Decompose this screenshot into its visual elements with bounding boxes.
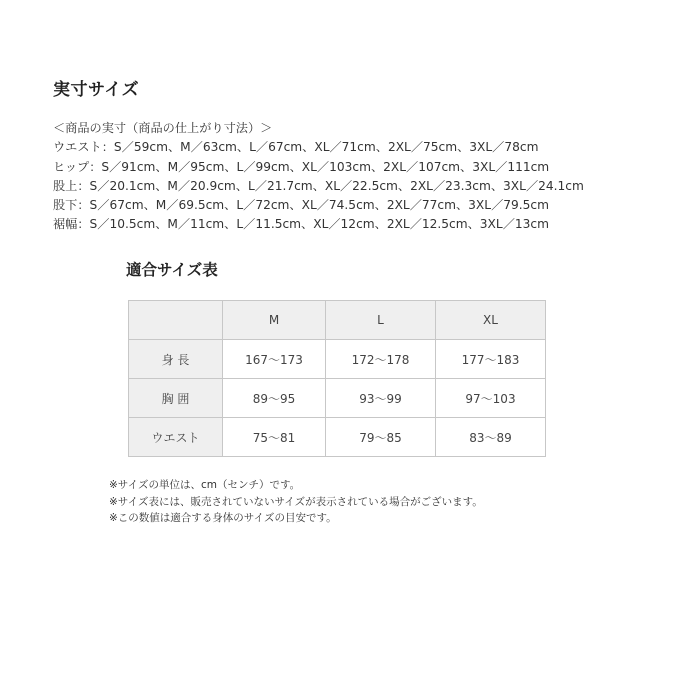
note-unavailable-sizes: ※サイズ表には、販売されていないサイズが表示されている場合がございます。 [109, 495, 483, 508]
table-cutoff-cell [546, 340, 547, 379]
row-label-chest: 胸 囲 [129, 379, 223, 418]
table-cutoff-cell [546, 379, 547, 418]
note-guideline: ※この数値は適合する身体のサイズの目安です。 [109, 512, 337, 524]
actual-size-heading: 実寸サイズ [53, 80, 140, 100]
size-table-wrapper [128, 300, 546, 460]
table-cell: 167～173 [223, 340, 326, 379]
row-label-height: 身 長 [129, 340, 223, 379]
spec-line-hip: ヒップ：S／91cm、M／95cm、L／99cm、XL／103cm、2XL／107cm、3XL／111cm [53, 159, 550, 174]
table-cell: 83～89 [436, 418, 546, 457]
table-header-row [129, 301, 547, 340]
column-header-l: L [326, 301, 436, 340]
table-row [129, 379, 547, 418]
note-unit: ※サイズの単位は、cm（センチ）です。 [109, 479, 301, 491]
row-label-waist: ウエスト [129, 418, 223, 457]
spec-line-inseam: 股下：S／67cm、M／69.5cm、L／72cm、XL／74.5cm、2XL／77cm、3XL／79.5cm [53, 198, 549, 213]
table-row [129, 418, 547, 457]
table-cutoff-cell [546, 301, 547, 340]
size-table [128, 300, 546, 457]
actual-size-spec [53, 119, 584, 235]
spec-line-rise: 股上：S／20.1cm、M／20.9cm、L／21.7cm、XL／22.5cm、2XL／23.3cm、3XL／24.1cm [53, 178, 584, 193]
table-cell: 177～183 [436, 340, 546, 379]
table-cell: 172～178 [326, 340, 436, 379]
table-cell: 97～103 [436, 379, 546, 418]
spec-line-hem-width: 裾幅：S／10.5cm、M／11cm、L／11.5cm、XL／12cm、2XL／12.5cm、3XL／13cm [53, 217, 549, 232]
table-cell: 93～99 [326, 379, 436, 418]
table-cell: 75～81 [223, 418, 326, 457]
size-notes [109, 477, 483, 527]
spec-line-waist: ウエスト：S／59cm、M／63cm、L／67cm、XL／71cm、2XL／75cm、3XL／78cm [53, 140, 539, 155]
table-corner-cell [129, 301, 223, 340]
table-cell: 79～85 [326, 418, 436, 457]
fit-size-heading: 適合サイズ表 [126, 261, 218, 279]
column-header-m: M [223, 301, 326, 340]
table-row [129, 340, 547, 379]
table-cutoff-cell [546, 418, 547, 457]
column-header-xl: XL [436, 301, 546, 340]
table-cell: 89～95 [223, 379, 326, 418]
spec-line-intro: ＜商品の実寸（商品の仕上がり寸法）＞ [53, 121, 273, 135]
